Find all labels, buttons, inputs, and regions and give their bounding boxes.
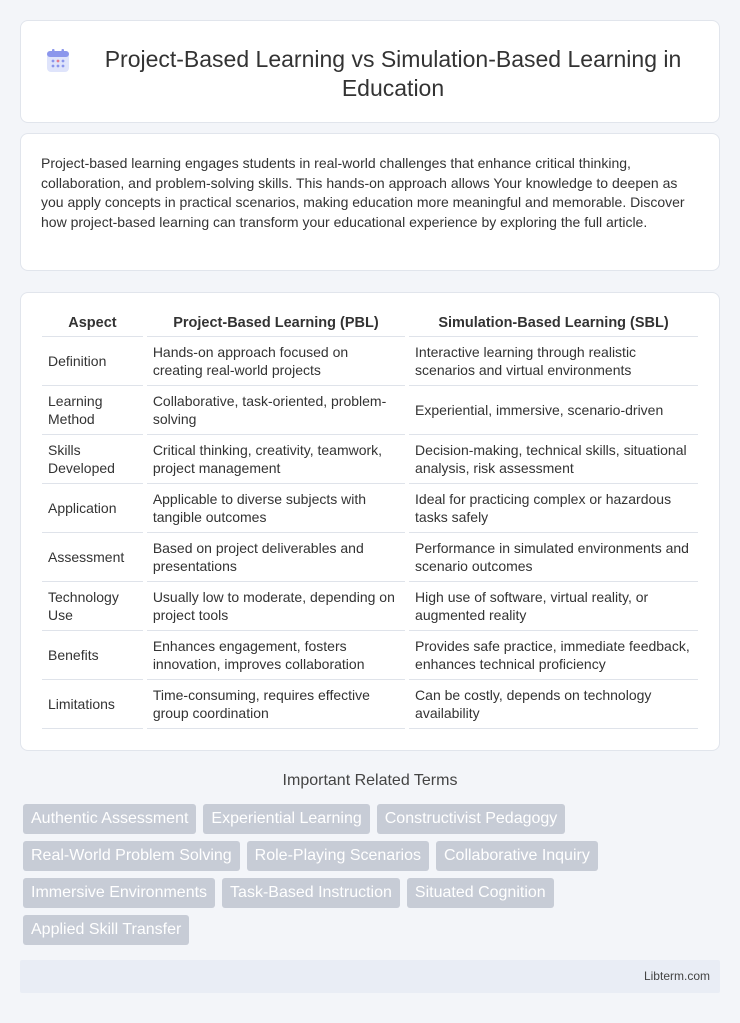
table-cell-aspect: Skills Developed (42, 435, 143, 484)
column-header-pbl: Project-Based Learning (PBL) (147, 315, 405, 337)
table-row (42, 337, 698, 386)
table-row (42, 631, 698, 680)
table-cell-sbl: Experiential, immersive, scenario-driven (409, 386, 698, 435)
comparison-table-card (20, 292, 720, 751)
intro-paragraph: Project-based learning engages students in real-world challenges that enhance critical thinking, collaboration, and problem-solving skills. This hands-on approach allows Your knowledge to deepen as you apply concepts in practical scenarios, making education more meaningful and memorable. Discover how project-based learning can transform your educational experience by exploring the full article. (41, 155, 685, 230)
table-cell-aspect: Application (42, 484, 143, 533)
related-term-tag[interactable]: Task-Based Instruction (222, 878, 400, 908)
comparison-table (42, 315, 698, 729)
calendar-icon (45, 48, 71, 74)
table-cell-sbl: Ideal for practicing complex or hazardous tasks safely (409, 484, 698, 533)
table-header-row (42, 315, 698, 337)
table-cell-pbl: Hands-on approach focused on creating real-world projects (147, 337, 405, 386)
footer-site-link[interactable]: Libterm.com (643, 969, 710, 983)
table-row (42, 582, 698, 631)
table-row (42, 533, 698, 582)
related-terms-heading: Important Related Terms (282, 772, 458, 789)
table-cell-pbl: Applicable to diverse subjects with tangible outcomes (147, 484, 405, 533)
table-cell-aspect: Limitations (42, 680, 143, 729)
related-term-tag[interactable]: Role-Playing Scenarios (247, 841, 429, 871)
table-cell-sbl: Provides safe practice, immediate feedback, enhances technical proficiency (409, 631, 698, 680)
table-row (42, 484, 698, 533)
table-cell-sbl: Decision-making, technical skills, situational analysis, risk assessment (409, 435, 698, 484)
table-cell-aspect: Assessment (42, 533, 143, 582)
table-row (42, 680, 698, 729)
table-row (42, 435, 698, 484)
table-cell-sbl: Can be costly, depends on technology availability (409, 680, 698, 729)
table-cell-sbl: High use of software, virtual reality, or augmented reality (409, 582, 698, 631)
intro-card (20, 133, 720, 271)
table-cell-aspect: Definition (42, 337, 143, 386)
table-cell-pbl: Based on project deliverables and presentations (147, 533, 405, 582)
table-cell-pbl: Enhances engagement, fosters innovation, improves collaboration (147, 631, 405, 680)
related-term-tag[interactable]: Real-World Problem Solving (23, 841, 240, 871)
related-term-tag[interactable]: Applied Skill Transfer (23, 915, 189, 945)
related-term-tag[interactable]: Situated Cognition (407, 878, 554, 908)
table-cell-sbl: Performance in simulated environments and scenario outcomes (409, 533, 698, 582)
related-term-tag[interactable]: Authentic Assessment (23, 804, 196, 834)
column-header-aspect: Aspect (42, 315, 143, 337)
table-cell-pbl: Critical thinking, creativity, teamwork, project management (147, 435, 405, 484)
related-terms-list (23, 804, 723, 952)
table-cell-pbl: Time-consuming, requires effective group coordination (147, 680, 405, 729)
related-term-tag[interactable]: Collaborative Inquiry (436, 841, 598, 871)
related-term-tag[interactable]: Experiential Learning (203, 804, 369, 834)
table-cell-aspect: Technology Use (42, 582, 143, 631)
table-cell-pbl: Usually low to moderate, depending on project tools (147, 582, 405, 631)
column-header-sbl: Simulation-Based Learning (SBL) (409, 315, 698, 337)
table-cell-pbl: Collaborative, task-oriented, problem-solving (147, 386, 405, 435)
footer (20, 960, 720, 993)
table-row (42, 386, 698, 435)
title-card (20, 20, 720, 123)
related-term-tag[interactable]: Immersive Environments (23, 878, 215, 908)
related-term-tag[interactable]: Constructivist Pedagogy (377, 804, 566, 834)
table-cell-aspect: Benefits (42, 631, 143, 680)
table-cell-aspect: Learning Method (42, 386, 143, 435)
page-title: Project-Based Learning vs Simulation-Based Learning in Education (104, 46, 682, 101)
table-cell-sbl: Interactive learning through realistic scenarios and virtual environments (409, 337, 698, 386)
